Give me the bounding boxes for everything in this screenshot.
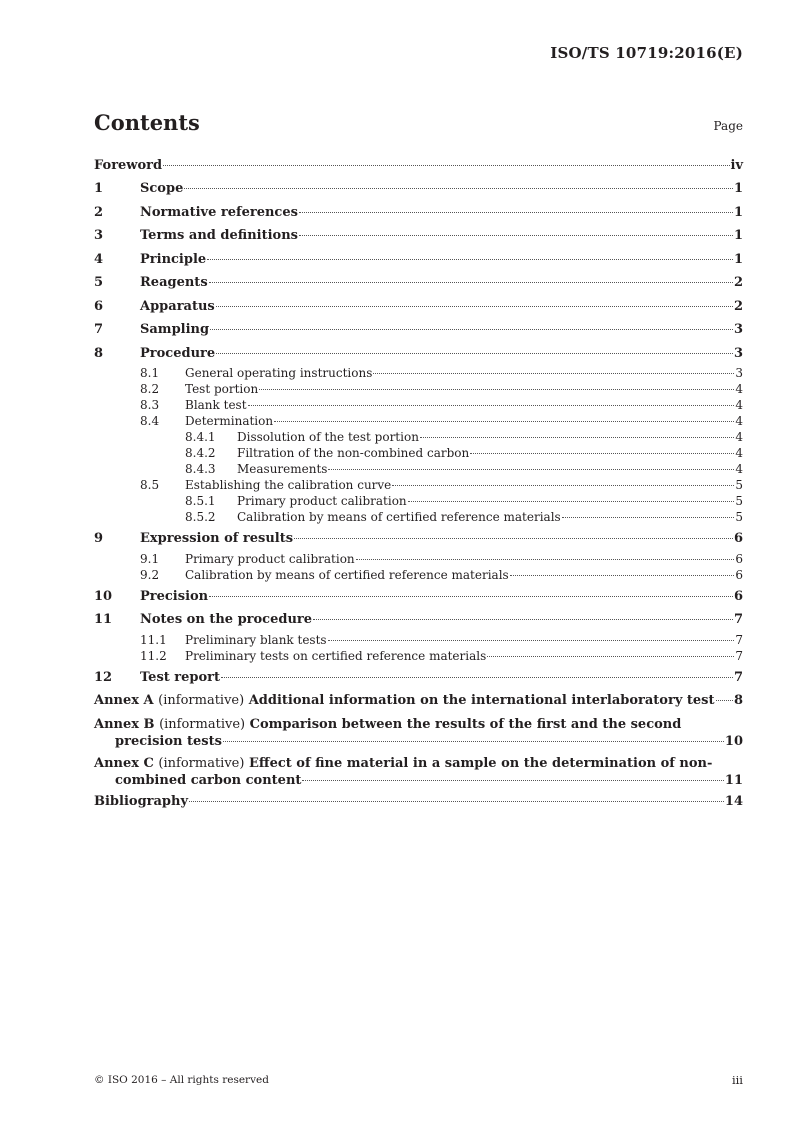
dot-leader	[223, 741, 724, 742]
toc-entry-page: 2	[733, 275, 743, 290]
dot-leader	[487, 656, 734, 657]
toc-entry-number: 8.4.2	[185, 446, 216, 460]
toc-entry-page: 10	[724, 734, 743, 749]
toc-entry-foreword[interactable]	[94, 155, 743, 177]
toc-entry[interactable]	[94, 271, 743, 295]
dot-leader	[392, 485, 734, 486]
toc-entry-title: Test portion	[185, 382, 259, 396]
toc-annex-line	[94, 772, 743, 789]
toc-entry[interactable]	[94, 248, 743, 272]
toc-entry-page: 5	[735, 478, 743, 492]
toc-annexes	[94, 691, 743, 789]
dot-leader	[248, 405, 735, 406]
toc-entry[interactable]	[94, 445, 743, 461]
toc-entry-number: 8.4	[140, 414, 160, 428]
toc-entry[interactable]	[94, 585, 743, 609]
toc-entry-title: Filtration of the non-combined carbon	[237, 446, 470, 460]
toc-entry-page: 1	[733, 228, 743, 243]
toc-entry-page: 7	[735, 648, 743, 663]
toc-entry-number: 4	[94, 251, 104, 267]
toc-entry-number: 5	[94, 275, 104, 290]
toc-entry-page: 4	[735, 446, 743, 460]
dot-leader	[356, 559, 735, 560]
toc-entry-page: 1	[733, 181, 743, 196]
toc-entry-title: Measurements	[237, 462, 328, 476]
toc-entry-page: 6	[733, 588, 743, 604]
table-of-contents	[94, 155, 743, 812]
toc-annex-title-wrap	[115, 733, 222, 750]
toc-entry-title: Normative references	[140, 204, 298, 220]
toc-annex-line	[94, 756, 743, 772]
page-number-footer: iii	[731, 1073, 743, 1087]
toc-entry[interactable]	[94, 429, 743, 445]
toc-entry-page: 11	[724, 773, 743, 788]
toc-entry-page: 6	[733, 531, 743, 546]
dot-leader	[716, 700, 733, 701]
toc-entry[interactable]	[94, 381, 743, 397]
toc-entry-number: 9	[94, 531, 104, 546]
toc-entry-number: 11	[94, 612, 113, 627]
toc-entry[interactable]	[94, 224, 743, 248]
toc-entry-number: 8	[94, 345, 104, 361]
toc-entry-page: 4	[735, 382, 743, 396]
toc-annex-title-continued: precision tests	[115, 734, 222, 749]
toc-entry[interactable]	[94, 477, 743, 493]
toc-entry-number: 2	[94, 204, 104, 220]
toc-entry-page: 3	[733, 345, 743, 361]
contents-title: Contents	[94, 110, 200, 135]
toc-entry[interactable]	[94, 413, 743, 429]
toc-entry-title: Foreword	[94, 158, 163, 173]
toc-entry-number: 11.1	[140, 632, 167, 647]
toc-entry-page: 4	[735, 414, 743, 428]
dot-leader	[313, 619, 733, 620]
dot-leader	[510, 575, 735, 576]
toc-entry-number: 7	[94, 322, 104, 337]
toc-entry-title: Sampling	[140, 322, 210, 337]
toc-entry-page: 4	[735, 430, 743, 444]
toc-annex-informative: (informative)	[158, 693, 245, 708]
toc-entry-page: 8	[733, 693, 743, 708]
toc-annex-title: Effect of fine material in a sample on the determination of non-	[248, 756, 713, 771]
toc-annex-line	[94, 717, 743, 733]
toc-entry-title: Procedure	[140, 345, 216, 361]
toc-entry-title: General operating instructions	[185, 366, 373, 380]
toc-entry-number: 8.5.2	[185, 510, 216, 524]
toc-entry-number: 11.2	[140, 648, 167, 663]
toc-entry[interactable]	[94, 527, 743, 551]
toc-entry-title: Terms and definitions	[140, 228, 298, 243]
toc-entry-number: 9.2	[140, 567, 160, 582]
toc-annex-label: Annex C	[94, 756, 154, 771]
dot-leader	[328, 469, 734, 470]
toc-entry[interactable]	[94, 608, 743, 632]
dot-leader	[221, 677, 733, 678]
toc-entry-page: 3	[735, 366, 743, 380]
toc-entry-page: 7	[733, 612, 743, 627]
toc-entry-page: 7	[733, 669, 743, 685]
dot-leader	[299, 212, 733, 213]
toc-entry[interactable]	[94, 461, 743, 477]
toc-entry-page: 3	[733, 322, 743, 337]
dot-leader	[274, 421, 734, 422]
toc-entry-title: Apparatus	[140, 298, 215, 314]
toc-annex-entry[interactable]	[94, 756, 743, 789]
toc-entry[interactable]	[94, 493, 743, 509]
dot-leader	[216, 353, 733, 354]
toc-entry-title: Blank test	[185, 398, 247, 412]
toc-entry[interactable]	[94, 666, 743, 690]
toc-entry-number: 8.2	[140, 382, 160, 396]
toc-entry-page: 6	[735, 567, 743, 582]
toc-entry-page: 7	[735, 632, 743, 647]
toc-annex-label: Annex B	[94, 717, 155, 732]
toc-entry-title: Calibration by means of certified reference materials	[237, 510, 561, 524]
dot-leader	[184, 188, 733, 189]
dot-leader	[328, 640, 735, 641]
toc-annex-line	[94, 733, 743, 750]
page-column-label: Page	[713, 119, 743, 133]
toc-entry-page: 1	[733, 251, 743, 267]
toc-entry[interactable]	[94, 509, 743, 525]
toc-entry-title: Dissolution of the test portion	[237, 430, 419, 444]
toc-entry[interactable]	[94, 567, 743, 583]
toc-entry-title: Establishing the calibration curve	[185, 478, 392, 492]
dot-leader	[209, 282, 733, 283]
toc-entry-title: Calibration by means of certified reference materials	[185, 567, 509, 582]
document-id-header: ISO/TS 10719:2016(E)	[550, 44, 743, 62]
toc-entry[interactable]	[94, 318, 743, 342]
toc-entry-number: 8.4.3	[185, 462, 216, 476]
toc-annex-entry[interactable]	[94, 691, 743, 711]
toc-entry-title: Primary product calibration	[185, 551, 355, 566]
toc-entry-number: 8.1	[140, 366, 160, 380]
toc-entry-page: 2	[733, 298, 743, 314]
toc-entry-number: 3	[94, 228, 104, 243]
dot-leader	[189, 801, 724, 802]
toc-entry[interactable]	[94, 397, 743, 413]
toc-entry-page: 1	[733, 204, 743, 220]
dot-leader	[216, 306, 733, 307]
toc-entry[interactable]	[94, 295, 743, 319]
dot-leader	[299, 235, 733, 236]
dot-leader	[259, 389, 734, 390]
toc-entry-title: Notes on the procedure	[140, 612, 313, 627]
toc-entry-page: 5	[735, 510, 743, 524]
toc-annex-entry[interactable]	[94, 717, 743, 750]
dot-leader	[294, 538, 733, 539]
dot-leader	[562, 517, 735, 518]
toc-annex-title-wrap	[115, 772, 301, 789]
toc-entry-title: Reagents	[140, 275, 208, 290]
toc-entry-number: 8.4.1	[185, 430, 216, 444]
toc-entry-page: 5	[735, 494, 743, 508]
toc-entry-title: Precision	[140, 588, 209, 604]
toc-annex-title-wrap	[94, 691, 715, 711]
toc-annex-label: Annex A	[94, 693, 154, 708]
toc-annex-title: Additional information on the international interlaboratory test	[248, 693, 715, 708]
toc-entry-number: 8.5	[140, 478, 160, 492]
dot-leader	[207, 259, 733, 260]
toc-entry[interactable]	[94, 551, 743, 567]
toc-entry-number: 8.3	[140, 398, 160, 412]
dot-leader	[470, 453, 734, 454]
toc-entry-title: Primary product calibration	[237, 494, 407, 508]
toc-entry-page: 6	[735, 551, 743, 566]
toc-entry[interactable]	[94, 365, 743, 381]
toc-entry-title: Expression of results	[140, 531, 294, 546]
toc-entry-number: 1	[94, 181, 104, 196]
dot-leader	[373, 373, 734, 374]
toc-annex-informative: (informative)	[159, 717, 246, 732]
toc-entry[interactable]	[94, 342, 743, 366]
toc-annex-line	[94, 691, 743, 711]
toc-entry-title: Principle	[140, 251, 207, 267]
toc-entry-title: Preliminary blank tests	[185, 632, 327, 647]
toc-entry-number: 10	[94, 588, 113, 604]
toc-entry-number: 9.1	[140, 551, 160, 566]
toc-entry-number: 8.5.1	[185, 494, 216, 508]
dot-leader	[210, 329, 733, 330]
toc-entry-bibliography[interactable]	[94, 792, 743, 812]
copyright-footer: © ISO 2016 – All rights reserved	[94, 1074, 269, 1086]
toc-entry-page: 4	[735, 462, 743, 476]
toc-entry[interactable]	[94, 632, 743, 648]
toc-entry-title: Determination	[185, 414, 274, 428]
toc-entry-page: 4	[735, 398, 743, 412]
toc-entries	[94, 177, 743, 689]
toc-entry-title: Test report	[140, 669, 221, 685]
toc-entry-title: Scope	[140, 181, 184, 196]
toc-entry-page: iv	[730, 158, 743, 173]
toc-entry-number: 6	[94, 298, 104, 314]
toc-entry[interactable]	[94, 648, 743, 664]
dot-leader	[408, 501, 735, 502]
toc-entry[interactable]	[94, 177, 743, 201]
toc-entry-page: 14	[724, 794, 743, 809]
dot-leader	[302, 780, 724, 781]
dot-leader	[209, 596, 733, 597]
toc-annex-title-continued: combined carbon content	[115, 773, 302, 788]
toc-entry[interactable]	[94, 201, 743, 225]
toc-annex-title: Comparison between the results of the first and the second	[249, 717, 682, 732]
toc-entry-number: 12	[94, 669, 113, 685]
dot-leader	[420, 437, 734, 438]
toc-annex-informative: (informative)	[158, 756, 245, 771]
toc-entry-title: Bibliography	[94, 794, 189, 809]
dot-leader	[163, 165, 729, 166]
toc-entry-title: Preliminary tests on certified reference materials	[185, 648, 487, 663]
